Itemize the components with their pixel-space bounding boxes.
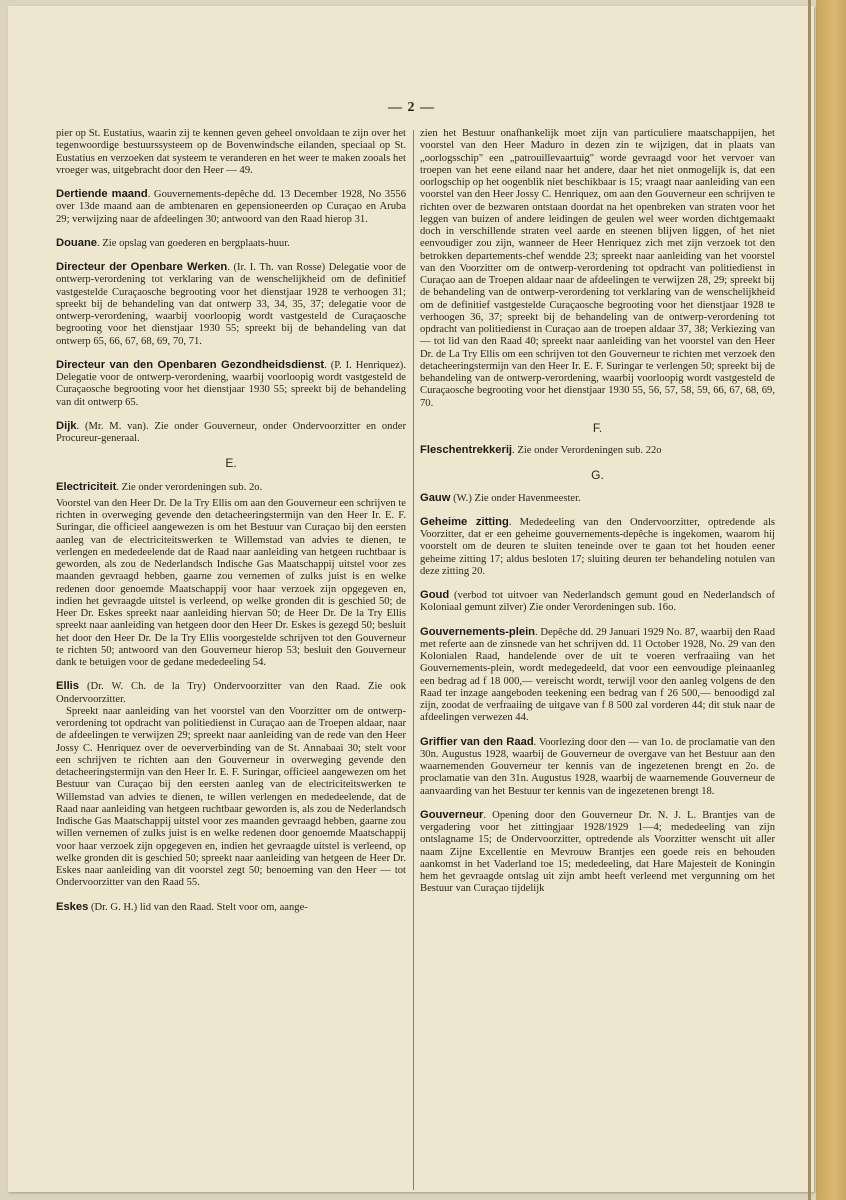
index-entry-dijk: Dijk. (Mr. M. van). Zie onder Gouverneur, onder Ondervoorzitter en onder Procureur-generaal. [56, 419, 406, 444]
index-entry-geheime-zitting: Geheime zitting. Mededeeling van den Ondervoorzitter, optredende als Voorzitter, dat er een geheime gouvernements-depêche is ingekomen, waarom hij voorstelt om de deuren te sluiten teneinde over te gaan tot het houden eener geheime zitting 17; aldus besloten 17; sluiting deuren ter behandeling notulen van deze zitting 20. [420, 515, 776, 577]
index-entry-douane: Douane. Zie opslag van goederen en bergplaats-huur. [56, 236, 290, 249]
index-entry-directeur-gezondheidsdienst: Directeur van den Openbaren Gezondheidsdienst. (P. I. Henriquez). Delegatie voor de ontwerp-verordening, waarbij voorloopig wordt vastgesteld de Curaçaosche begrooting voor het dienstjaar 1930 55; spreekt bij de behandeling van dit ontwerp 65. [56, 358, 406, 408]
right-column [420, 128, 775, 896]
index-entry-dertiende-maand: Dertiende maand. Gouvernements-depêche dd. 13 December 1928, No 3556 over 13de maand aan de ambtenaren en gepensioneerden op Curaçao en Aruba 29; verwijzing naar de afdeelingen 30; antwoord van den Raad hierop 31. [56, 188, 406, 225]
index-entry-fleschentrekkerij: Fleschentrekkerij. Zie onder Verordeningen sub. 22o [420, 444, 662, 456]
left-column [56, 128, 406, 914]
index-entry-eskes: Eskes (Dr. G. H.) lid van den Raad. Stelt voor om, aange- [56, 900, 308, 913]
right-intro-paragraph: zien het Bestuur onafhankelijk moet zijn van particuliere maatschappijen, het voorstel van den Heer Maduro in dezen zin te wijzigen, dat in plaats van „oorlogsschip" een „patrouillevaartuig" worde gevraagd voor het vervoer van troepen van het eene eiland naar het andere, daar het niet onmogelijk is, dat een oorlogschip op het oogenblik niet beschikbaar is 15; vraagt naar aanleiding van een voorstel van den Heer Jossy C. Henriquez, om aan den Gouverneur een schrijven te richten over de bezwaren ontstaan doordat na het openbreken van straten voor het leggen van buizen of andere leidingen de geulen wel weer worden dichtgemaakt doch in verschillende straten veel aarde en steenen blijven liggen, of het niet eenvoudiger zou zijn, wanneer de Heer Henriquez zich met zijn verzoek tot den betrokken departements-chef wendde 23; spreekt naar aanleiding van het voorstel van den Voorzitter om de ontwerp-verordening tot opdracht van politiedienst in Curaçao aan de Troepen aldaar naar de afdeelingen te verwijzen 28, 29; spreekt bij de behandeling van de ontwerp-verordening tot verklaring van de wenschelijkheid om de definitief vastgestelde Curaçaosche begrooting voor het dienstjaar 1928 te verhoogen 36, 37; spreekt bij de behandeling van de ontwerp-verordening tot opdracht van politiedienst in Curaçao aan de troepen aldaar 37, 38; Verkiezing van — tot lid van den Raad 40; spreekt naar aanleiding van het voorstel van den Heer Dr. de La Try Ellis om een schrijven tot den Gouverneur te richten met verzoek den detacheeringstermijn van den Heer Ir. E. F. Suringar te verlengen 50; spreekt bij de behandeling van de ontwerp-verordening, waarbij voorloopig wordt vastgesteld de Curaçaosche begrooting voor het dienstjaar 1930 55, 56, 57, 58, 59, 66, 67, 68, 69, 70. [420, 128, 775, 409]
index-entry-electriciteit: Electriciteit. Zie onder verordeningen sub. 2o. [56, 480, 263, 493]
index-entry-electriciteit-detail: Voorstel van den Heer Dr. De la Try Ellis om aan den Gouverneur een schrijven te richten in overweging gevende den detacheeringstermijn van den Heer Ir. E. F. Suringar, die officieel aangewezen is om het Bestuur van Curaçao bij den eersten aanleg van de electriciteitswerken te Willemstad van advies te dienen, te verlengen en mededeelende dat de Raad naar aanleiding van hetgeen ruchtbaar is geworden, als zou de Nederlandsch Indische Gas Maatschappij uitstel voor zes maanden gevraagd hebben, gaarne zou vernemen of zulks juist is en welke redenen door genoemde Maatschappij voor haar verzoek zijn opgegeven en, indien het gevraagde uitstel is verleend, op welke gronden dit is geschied 50; de Heer Dr. Eskes spreekt naar aanleiding hiervan 50; de Heer Dr. De la Try Ellis spreekt naar aanleiding van hetgeen door den Heer Dr. Eskes is gezegd 50; besluit het door den Heer Dr. De la Try Ellis voorgestelde schrijven tot den Gouverneur te richten 50; antwoord van den Gouverneur hierop 53; besluit den Gouverneur dank te betuigen voor de gedane mededeeling 54. [56, 497, 406, 668]
index-entry-gouverneur: Gouverneur. Opening door den Gouverneur Dr. N. J. L. Brantjes van de vergadering voor het zittingjaar 1928/1929 1—4; mededeeling van zijn ontslagname 15; de Ondervoorzitter, optredende als Voorzitter wenscht uit aller naam Zijne Excellentie en Mevrouw Brantjes een goede reis en behouden aankomst in het Vaderland toe 15; mededeeling, dat Hare Majesteit de Koningin hem het gevraagde ontslag uit zijn ambt heeft verleend met vergunning om het Bestuur van Curaçao tijdelijk [420, 808, 775, 895]
section-letter-e: E. [225, 456, 237, 471]
section-letter-g: G. [591, 468, 604, 483]
index-entry-directeur-openbare-werken: Directeur der Openbare Werken. (Ir. I. Th. van Rosse) Delegatie voor de ontwerp-verordening tot verklaring van de wenschelijkheid om de definitief vastgestelde Curaçaosche begrooting voor het dienstjaar 1928 te verhoogen 31; spreekt bij de behandeling van dat ontwerp 33, 34, 35, 37; delegatie voor de ontwerp-verordening, waarbij voorloopig wordt vastgesteld de Curaçaosche begrooting voor het dienstjaar 1930 55; spreekt bij de behandeling van dat ontwerp 65, 66, 67, 68, 69, 70, 71. [56, 261, 406, 347]
index-entry-gouvernements-plein: Gouvernements-plein. Depêche dd. 29 Januari 1929 No. 87, waarbij den Raad met referte aan de zinsnede van het schrijven dd. 11 October 1928, No. 29 van den Kolonialen Raad, handelende over de uit te voeren verfraaiing van het Gouvernements-plein, wordt medegedeeld, dat voor een eenvoudige pleinaanleg een bedrag ad f 18 000,— vereischt wordt, terwijl voor den aanleg volgens de den Raad ter inzage aangeboden teekening een bedrag van f 26 500,— benoodigd zal zijn, zoodat de verfraaiing de uitgave van f 8 500 zal vorderen 44; dit stuk naar de afdeelingen verwezen 44. [420, 625, 775, 724]
page-number: — 2 — [388, 100, 435, 115]
index-entry-griffier: Griffier van den Raad. Voorlezing door den — van 1o. de proclamatie van den 30n. Augustus 1928, waarbij de Gouverneur de overgave van het Bestuur aan den waarnemenden Gouverneur ter kennis van de ingezetenen brengt en 2o. de proclamatie van den 31n. Augustus 1928, waarbij de waarnemende Gouverneur de aanvaarding van het Bestuur ter kennis van de ingezetenen brengt 18. [420, 735, 775, 797]
index-entry-goud: Goud (verbod tot uitvoer van Nederlandsch gemunt goud en Nederlandsch of Koloniaal gemunt zilver) Zie onder Verordeningen sub. 16o. [420, 589, 775, 614]
page-edge-line [808, 0, 811, 1200]
index-entry-ellis-detail: Spreekt naar aanleiding van het voorstel van den Voorzitter om de ontwerp-verordening tot opdracht van politiedienst in Curaçao aan de Troepen aldaar, naar de afdeelingen te verwijzen 29; spreekt naar aanleiding van de rede van den Heer Jossy C. Henriquez over de oeververbinding van de St. Annabaai 30; stelt voor een schrijven te richten aan den Gouverneur in overweging gevende den detacheeringstermijn van den Heer Ir. E. F. Suringar, officieel aangewezen om het Bestuur van Curaçao bij den eersten aanleg van de electriciteitswerken te Willemstad van advies te dienen, te willen verlengen en mededeelende, dat de Raad naar aanleiding van hetgeen ruchtbaar geworden is, als zou de Nederlandsch Indische Gas Maatschappij uitstel voor zes maanden gevraagd hebben, gaarne zou willen vernemen of zulks juist is en welke redenen door genoemde Maatschappij voor haar verzoek zijn opgegeven en, indien het gevraagde uitstel is verleend, op welke gronden dit is geschied 50; spreekt naar aanleiding van hetgeen de Heer Dr. Eskes naar aanleiding van dit voorstel zegt 50; benoeming van den Heer — tot Ondervoorzitter van den Raad 55. [56, 705, 406, 889]
left-intro-paragraph: pier op St. Eustatius, waarin zij te kennen geven geheel onvoldaan te zijn over het tegenwoordige bestuurssysteem op de Bovenwindsche eilanden, speciaal op St. Eustatius en verzoeken dat systeem te veranderen en het weer te maken zooals het vroeger was, uitgebracht door den Heer — 49. [56, 128, 406, 176]
index-entry-gauw: Gauw (W.) Zie onder Havenmeester. [420, 491, 581, 504]
index-entry-ellis: Ellis (Dr. W. Ch. de la Try) Ondervoorzitter van den Raad. Zie ook Ondervoorzitter. [56, 680, 406, 705]
page-edge-strip [816, 0, 846, 1200]
section-letter-f: F. [592, 420, 603, 435]
column-divider [413, 130, 414, 1190]
